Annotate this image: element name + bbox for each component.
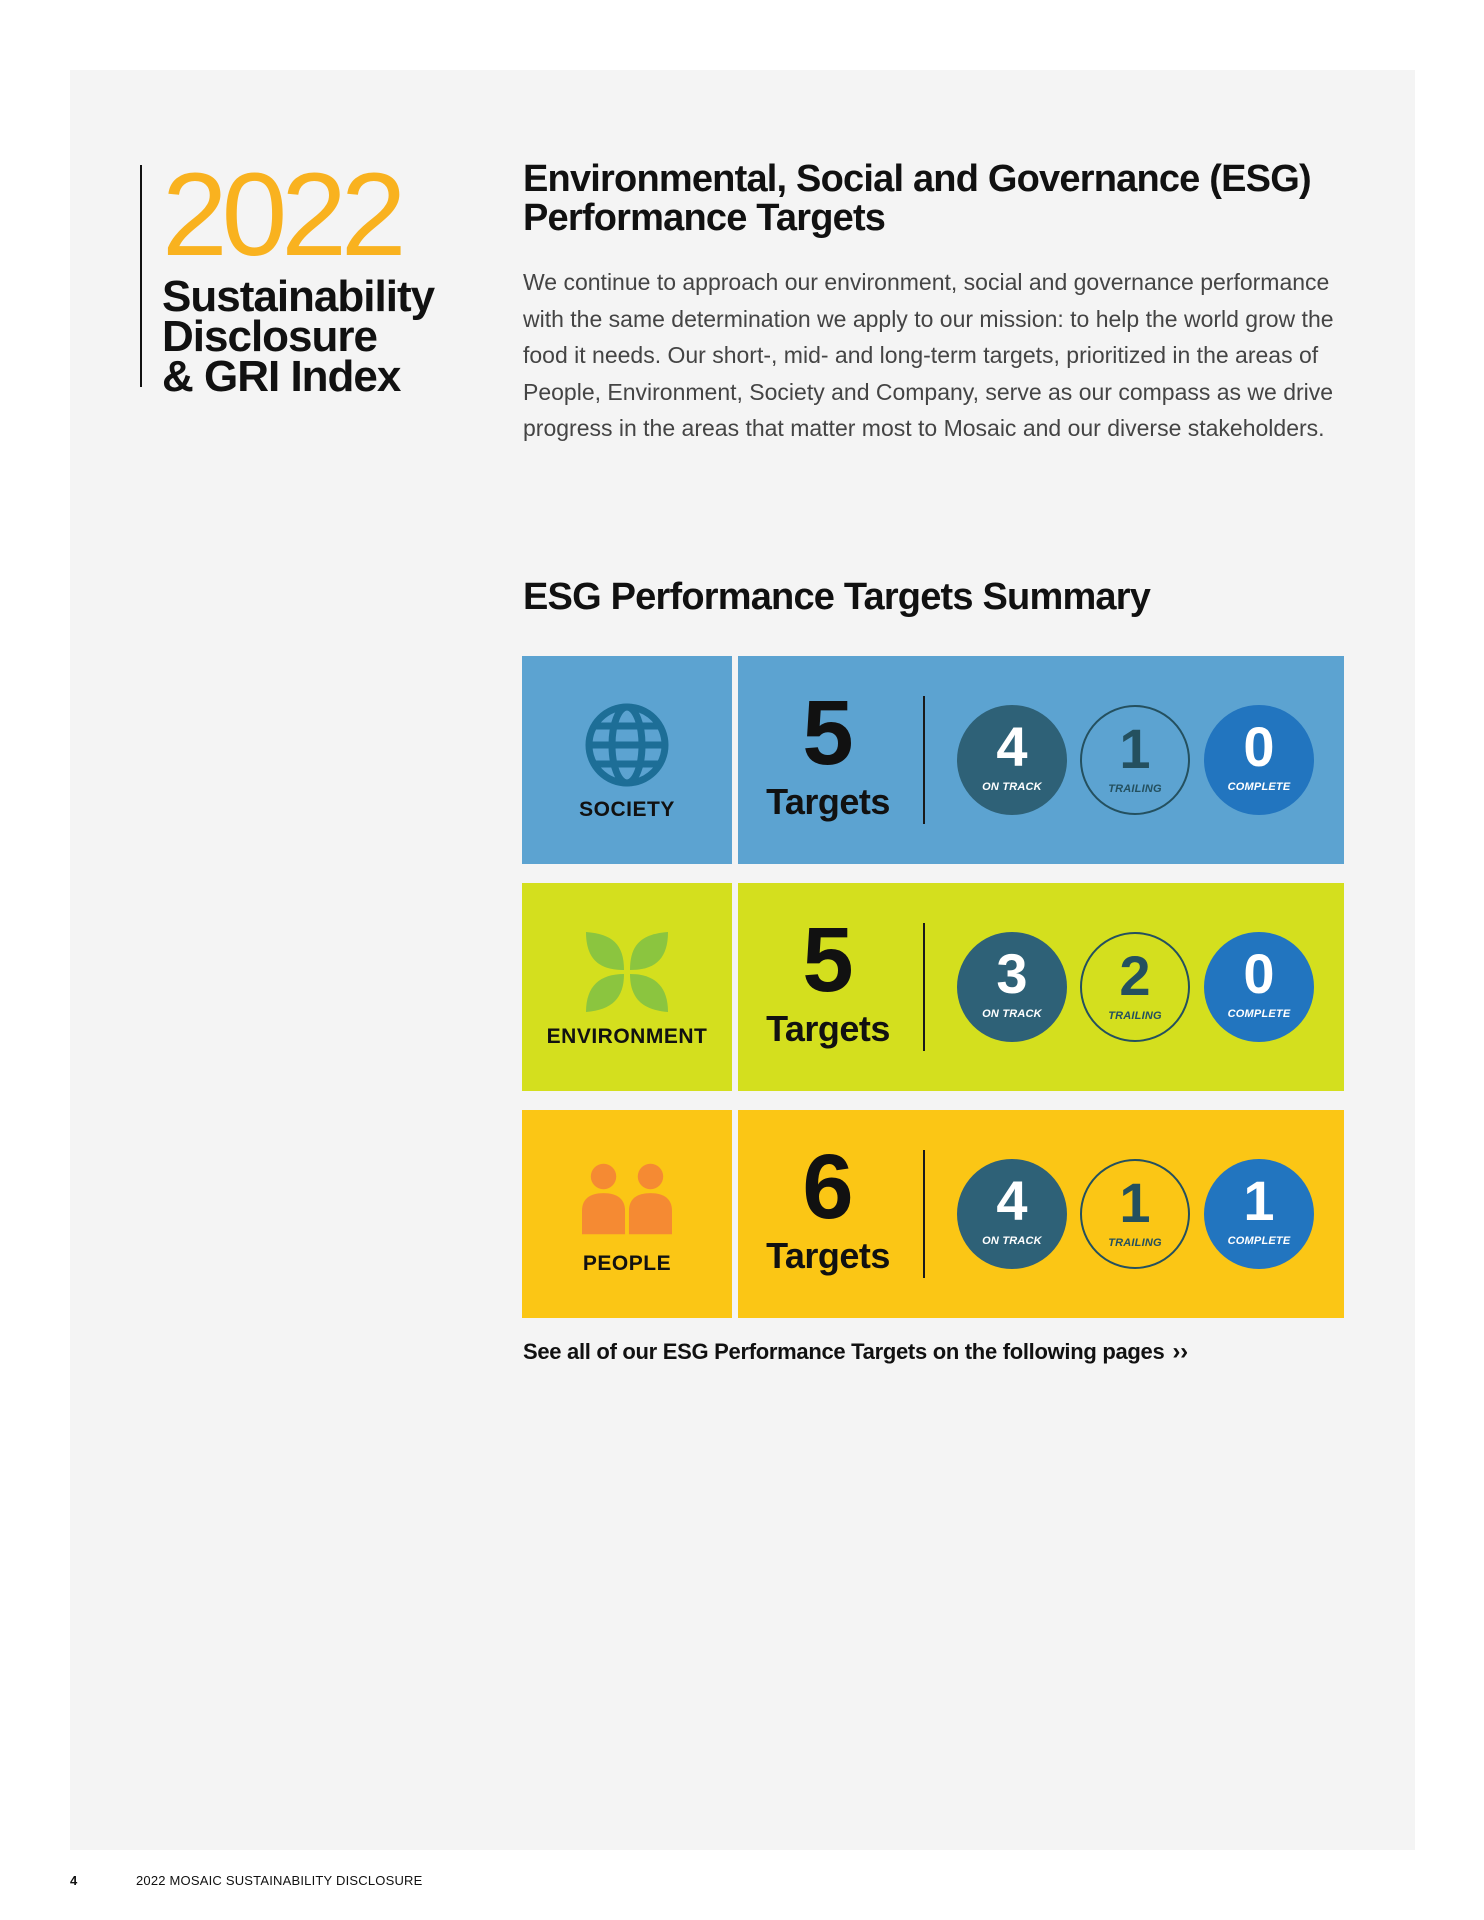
stats-box xyxy=(738,1110,1344,1318)
category-box xyxy=(522,1110,732,1318)
divider xyxy=(923,923,925,1051)
complete-label: COMPLETE xyxy=(1227,1235,1291,1247)
double-chevron-right-icon: ›› xyxy=(1172,1338,1188,1365)
trailing-label: TRAILING xyxy=(1108,1237,1162,1249)
report-year: 2022 xyxy=(162,149,401,281)
divider xyxy=(923,696,925,824)
summary-title: ESG Performance Targets Summary xyxy=(523,576,1151,618)
trailing-value: 1 xyxy=(1119,717,1151,780)
complete-label: COMPLETE xyxy=(1227,781,1291,793)
stats-box xyxy=(738,656,1344,864)
category-label: ENVIRONMENT xyxy=(546,1025,708,1048)
people-icon xyxy=(582,1154,672,1244)
complete-label: COMPLETE xyxy=(1227,1008,1291,1020)
trailing-label: TRAILING xyxy=(1108,783,1162,795)
divider xyxy=(923,1150,925,1278)
on-track-value: 4 xyxy=(996,1169,1028,1232)
page-heading: Environmental, Social and Governance (ESG) Performance Targets xyxy=(523,158,1311,239)
target-count: 5 xyxy=(802,682,854,784)
page-number: 4 xyxy=(70,1873,78,1888)
trailing-badge xyxy=(1080,1159,1190,1269)
report-title-block xyxy=(140,149,440,401)
stats-box xyxy=(738,883,1344,1091)
complete-badge xyxy=(1204,1159,1314,1269)
target-count-label: Targets xyxy=(766,1008,890,1049)
trailing-badge xyxy=(1080,932,1190,1042)
on-track-label: ON TRACK xyxy=(982,1008,1042,1020)
complete-badge xyxy=(1204,705,1314,815)
category-label: PEOPLE xyxy=(582,1252,672,1275)
society-row xyxy=(522,656,1344,864)
leaves-icon xyxy=(582,927,672,1017)
link-text[interactable]: See all of our ESG Performance Targets on the following pages xyxy=(523,1339,1165,1364)
category-box xyxy=(522,656,732,864)
on-track-label: ON TRACK xyxy=(982,781,1042,793)
target-count-label: Targets xyxy=(766,1235,890,1276)
category-label: SOCIETY xyxy=(579,798,675,821)
on-track-value: 4 xyxy=(996,715,1028,778)
on-track-badge xyxy=(957,705,1067,815)
complete-value: 0 xyxy=(1243,715,1275,778)
following-pages-link[interactable] xyxy=(523,1338,1188,1366)
on-track-badge xyxy=(957,932,1067,1042)
environment-row xyxy=(522,883,1344,1091)
target-count: 6 xyxy=(802,1136,854,1238)
trailing-value: 1 xyxy=(1119,1171,1151,1234)
target-count-label: Targets xyxy=(766,781,890,822)
on-track-badge xyxy=(957,1159,1067,1269)
complete-value: 0 xyxy=(1243,942,1275,1005)
globe-icon xyxy=(582,700,672,790)
intro-paragraph: We continue to approach our environment, social and governance performance with the same determination we apply to our mission: to help the world grow the food it needs. Our short-, mid- and long-term targets, prioritized in the areas of People, Environment, Society and Company, serve as our compass as we drive progress in the areas that matter most to Mosaic and our diverse stakeholders. xyxy=(523,269,1334,441)
on-track-label: ON TRACK xyxy=(982,1235,1042,1247)
people-row xyxy=(522,1110,1344,1318)
report-subtitle: Sustainability Disclosure & GRI Index xyxy=(162,272,435,401)
trailing-value: 2 xyxy=(1119,944,1151,1007)
target-count: 5 xyxy=(802,909,854,1011)
category-box xyxy=(522,883,732,1091)
on-track-value: 3 xyxy=(996,942,1028,1005)
complete-value: 1 xyxy=(1243,1169,1275,1232)
trailing-badge xyxy=(1080,705,1190,815)
trailing-label: TRAILING xyxy=(1108,1010,1162,1022)
complete-badge xyxy=(1204,932,1314,1042)
footer-text: 2022 MOSAIC SUSTAINABILITY DISCLOSURE xyxy=(136,1873,423,1888)
